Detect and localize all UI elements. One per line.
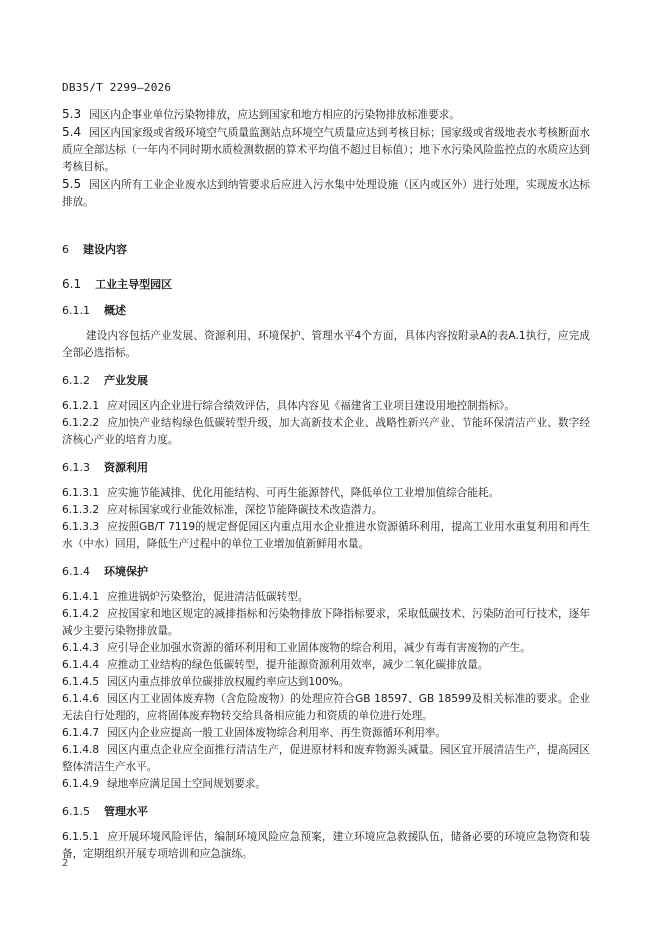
clause-text: 园区内重点排放单位碳排放权履约率应达到100%。: [107, 676, 350, 688]
clause-text: 绿地率应满足国土空间规划要求。: [107, 778, 266, 790]
section-number: 6: [62, 243, 69, 256]
page-number: 2: [62, 858, 69, 869]
section-title: 环境保护: [104, 565, 148, 578]
clause-number: 6.1.4.3: [62, 642, 100, 654]
section-number: 6.1: [62, 277, 82, 291]
section-title: 管理水平: [104, 805, 148, 818]
section-title: 工业主导型园区: [95, 278, 173, 291]
clause-text: 应按照GB/T 7119的规定督促园区内重点用水企业推进水资源循环利用，提高工业用水重复利用和再生水（中水）回用，降低生产过程中的单位工业增加值新鲜用水量。: [62, 521, 590, 550]
list-item: [62, 485, 590, 502]
clause-5-4: [62, 124, 590, 176]
industry-development-list: [62, 398, 590, 449]
list-item: [62, 502, 590, 519]
section-number: 6.1.4: [62, 565, 90, 578]
clause-text: 应推动工业结构的绿色低碳转型，提升能源资源利用效率，减少二氧化碳排放量。: [107, 659, 489, 671]
resource-use-list: [62, 485, 590, 553]
section-number: 6.1.3: [62, 461, 90, 474]
section-6-1-heading: [62, 276, 590, 293]
clause-number: 5.3: [62, 107, 82, 121]
clause-text: 园区内企业应提高一般工业固体废物综合利用率、再生资源循环利用率。: [107, 727, 447, 739]
clause-number: 6.1.4.8: [62, 744, 100, 756]
clause-text: 应实施节能减排、优化用能结构、可再生能源替代，降低单位工业增加值综合能耗。: [107, 487, 500, 499]
clause-number: 5.5: [62, 177, 82, 191]
clause-text: 应按国家和地区规定的减排指标和污染物排放下降指标要求，采取低碳技术、污染防治可行技术，逐年减少主要污染物排放量。: [62, 608, 590, 637]
section-number: 6.1.2: [62, 374, 90, 387]
clause-number: 6.1.4.1: [62, 591, 100, 603]
list-item: [62, 657, 590, 674]
section-6-1-1-heading: [62, 302, 590, 319]
list-item: [62, 725, 590, 742]
clause-number: 6.1.2.2: [62, 417, 100, 429]
clause-text: 园区内企事业单位污染物排放，应达到国家和地方相应的污染物排放标准要求。: [89, 109, 460, 121]
clause-5-5: [62, 176, 590, 211]
clause-number: 6.1.3.3: [62, 521, 100, 533]
clause-text: 应加快产业结构绿色低碳转型升级，加大高新技术企业、战略性新兴产业、节能环保清洁产业、数字经济核心产业的培育力度。: [62, 417, 590, 446]
clause-5-3: [62, 106, 590, 124]
clause-text: 应开展环境风险评估，编制环境风险应急预案，建立环境应急救援队伍，储备必要的环境应急物资和装备，定期组织开展专项培训和应急演练。: [62, 831, 590, 860]
section-title: 建设内容: [83, 243, 127, 256]
clause-text: 园区内工业固体废弃物（含危险废物）的处理应符合GB 18597、GB 18599及相关标准的要求。企业无法自行处理的，应将固体废弃物转交给具备相应能力和资质的单位进行处理。: [62, 693, 590, 722]
clause-text: 应对标国家或行业能效标准，深挖节能降碳技术改造潜力。: [107, 504, 383, 516]
list-item: [62, 415, 590, 449]
clause-text: 应对园区内企业进行综合绩效评估，具体内容见《福建省工业项目建设用地控制指标》。: [107, 400, 515, 412]
section-number: 6.1.5: [62, 805, 90, 818]
list-item: [62, 674, 590, 691]
clause-text: 园区内重点企业应全面推行清洁生产，促进原材料和废弃物源头减量。园区宜开展清洁生产，提高园区整体清洁生产水平。: [62, 744, 590, 773]
clause-number: 5.4: [62, 125, 82, 139]
list-item: [62, 776, 590, 793]
clause-text: 园区内国家级或省级环境空气质量监测站点环境空气质量应达到考核目标；国家级或省级地表水考核断面水质应全部达标（一年内不同时期水质检测数据的算术平均值不超过目标值）；地下水污染风险监控点的水质应达到考核目标。: [62, 127, 590, 173]
section-6-1-5-heading: [62, 803, 590, 820]
section-title: 资源利用: [104, 461, 148, 474]
clause-text: 应推进锅炉污染整治，促进清洁低碳转型。: [107, 591, 309, 603]
list-item: [62, 742, 590, 776]
clause-number: 6.1.5.1: [62, 831, 100, 843]
environment-protection-list: [62, 589, 590, 793]
list-item: [62, 519, 590, 553]
clause-number: 6.1.4.6: [62, 693, 100, 705]
section-6-heading: [62, 241, 590, 258]
management-level-list: [62, 829, 590, 863]
section-number: 6.1.1: [62, 304, 90, 317]
clause-text: 园区内所有工业企业废水达到纳管要求后应进入污水集中处理设施（区内或区外）进行处理，实现废水达标排放。: [62, 179, 590, 208]
clause-number: 6.1.4.2: [62, 608, 100, 620]
list-item: [62, 640, 590, 657]
section-6-1-4-heading: [62, 563, 590, 580]
clause-number: 6.1.3.1: [62, 487, 100, 499]
clause-text: 应引导企业加强水资源的循环利用和工业固体废物的综合利用，减少有毒有害废物的产生。: [107, 642, 531, 654]
document-body: [62, 106, 590, 863]
list-item: [62, 606, 590, 640]
overview-paragraph: 建设内容包括产业发展、资源利用、环境保护、管理水平4个方面，具体内容按附录A的表A.1执行，应完成全部必选指标。: [62, 330, 590, 359]
list-item: [62, 398, 590, 415]
list-item: [62, 589, 590, 606]
section-6-1-2-heading: [62, 372, 590, 389]
section-title: 概述: [104, 304, 126, 317]
clause-number: 6.1.4.7: [62, 727, 100, 739]
clause-number: 6.1.3.2: [62, 504, 100, 516]
standard-code: DB35/T 2299—2026: [62, 81, 172, 94]
clause-number: 6.1.4.4: [62, 659, 100, 671]
list-item: [62, 829, 590, 863]
list-item: [62, 691, 590, 725]
clause-number: 6.1.2.1: [62, 400, 100, 412]
section-6-1-3-heading: [62, 459, 590, 476]
clause-number: 6.1.4.9: [62, 778, 100, 790]
section-title: 产业发展: [104, 374, 148, 387]
clause-number: 6.1.4.5: [62, 676, 100, 688]
